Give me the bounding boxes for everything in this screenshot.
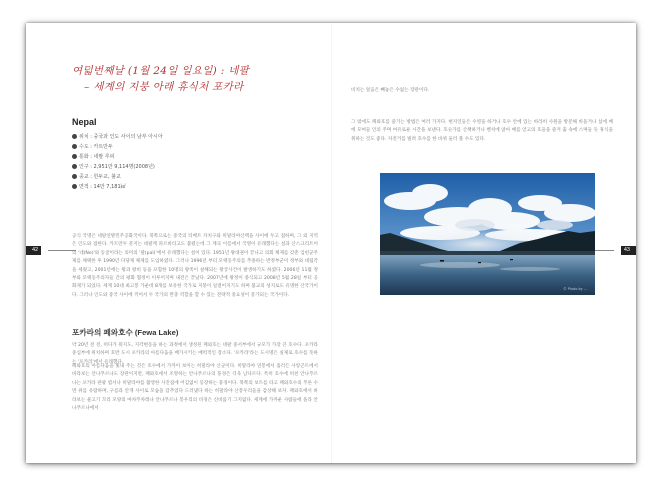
fewa-lake-photo [380,173,595,295]
page-rule [48,250,76,251]
country-name: Nepal [72,117,97,127]
fact-item: 종교 : 힌두교, 불교 [72,172,163,182]
fact-item: 위치 : 중국과 인도 사이의 남부 아시아 [72,132,163,142]
bullet-icon [72,144,77,149]
page-number: 42 [26,246,41,255]
page-number: 43 [621,246,636,255]
continued-paragraph: 비치는 얼음은 빼놓은 수없는 장관이다. [351,88,430,93]
lake-landscape-image [380,173,595,295]
fewa-lake-paragraph-2: 페와호의 아름다움을 빛내 주는 것은 호수에서 가까이 보이는 히말라야 산군이다. 히말라야 연봉에서 흘러든 사랑곤트에서 바라보는 안나푸르나도 장관이지만, 페와호에서 조망하는 안나푸르나의 풍경은 더욱 남다르다. 특히 호수에 비친 안나푸르나는 포카라 관광 엽서나 히말라야를 촬영한 사진집에 어김없이 등장하는 풍경이다. 북쪽의 보트를 타고 페와호수의 푸른 수면 위를 유람하며, 구름과 안개 사이로 모습을 감추었다 드러냈다 하는 히말라야 산봉우리들을 감상해 보자. 페와호에서 바라보는 물고기 꼬리 모양의 마차푸차레나 안나푸르나 봉우리의 비경은 신비롭기 그지없다. 세계에 가까운 사람들에 올라 안나푸르나에서 [72,364,318,412]
nepal-overview-paragraph: 공식 국명은 네팔연방민주공화국이다. 북쪽으로는 중국의 티베트 자치구와 히말라야산맥을 사이에 두고 접하며, 그 외 지역은 인도와 접한다. 카트만두 분지는 네팔계 파르바티고도 불렸는데 그 계곡 이름에서 국명이 유래했다는 설과 산스크리트어의 '네(Ne)'와 동굴이라는 의미의 '팔(pal)'에서 유래했다는 설이 있다. 1951년 왕대권이 끝나고 의회 체제를 갖춘 입헌군주제를 채택한 후 1990년 다당제 체제를 도입하였다. 그러나 1996년 부터 모택동주의를 추종하는 반정부군이 정부와 대립각을 세웠고, 2001년에는 왕과 왕비 등을 포함한 10명의 왕족이 살해되는 왕궁사건이 발생하기도 하였다. 2006년 11월 정부와 모택동주의자들 간의 평화 협정이 이루어지며 내전은 끝났다. 2007년에 왕정이 종식되고 2008년 5월 28일 부터 공화제가 되었다. 세계 10대 최고봉 가운데 8개를 보유한 국가로 지붕이 일컬어지기도 하며 불교의 성지로도 유명한 산국가이다. 그러나 인도와 중국 사이에 끼어서 두 국가의 완충 역할을 할 수 있는 전략적 중요성이 증가되는 국가이다. [72,234,318,298]
photo-credit: © Photo by ... [563,287,587,291]
left-page [26,23,331,463]
bullet-icon [72,174,77,179]
fact-item: 수도 : 카트만두 [72,142,163,152]
chapter-title-line1: 여덟번째날 (1월 24일 일요일) : 네팔 [72,65,250,77]
fewa-lake-paragraph: 약 20년 전 전, 히다가 워지도, 지각변동을 하는 과정에서 생성된 페와호는 네팔 중서부에서 규모가 가장 큰 호수다. 포카라 중심부에 위치하며 호반 도시 포카라의 아름다움을 배가시키는 매력적인 장소다. '포카라'라는 도시명은 실제로 호수를 뜻하는 '포카리'에서 유래했다. [72,343,318,365]
bullet-icon [72,164,77,169]
fact-item: 인구 : 2,951만 9,114명(2008년) [72,162,163,172]
country-facts [72,132,163,192]
book-spread [26,23,636,463]
section-heading: 포카라의 페와호수 (Fewa Lake) [72,328,179,337]
lake-activities-paragraph: 그 밖에도 페와호를 즐기는 방법은 여러 가지다. 현지인들은 수영을 하거나 호수 안에 있는 바라히 사원을 방문해 바돌거나 섬에 배에 모여들 인의 주며 여유로운 시간을 보낸다. 호숫가를 산책하거나 벤치에 앉아 배를 얻고의 호들을 즐겨 출 속에 스며들 듯 휴식을 취하는 것도 좋다. 자전거를 빌려 호수를 한 바퀴 둘러 볼 수도 있다. [351,120,613,142]
chapter-title [72,63,322,95]
chapter-title-line2: – 세계의 지붕 아래 휴식처 포카라 [84,81,244,93]
bullet-icon [72,134,77,139]
fact-item: 면적 : 14만 7,181㎢ [72,182,163,192]
bullet-icon [72,154,77,159]
bullet-icon [72,184,77,189]
fact-item: 통화 : 네팔 루피 [72,152,163,162]
